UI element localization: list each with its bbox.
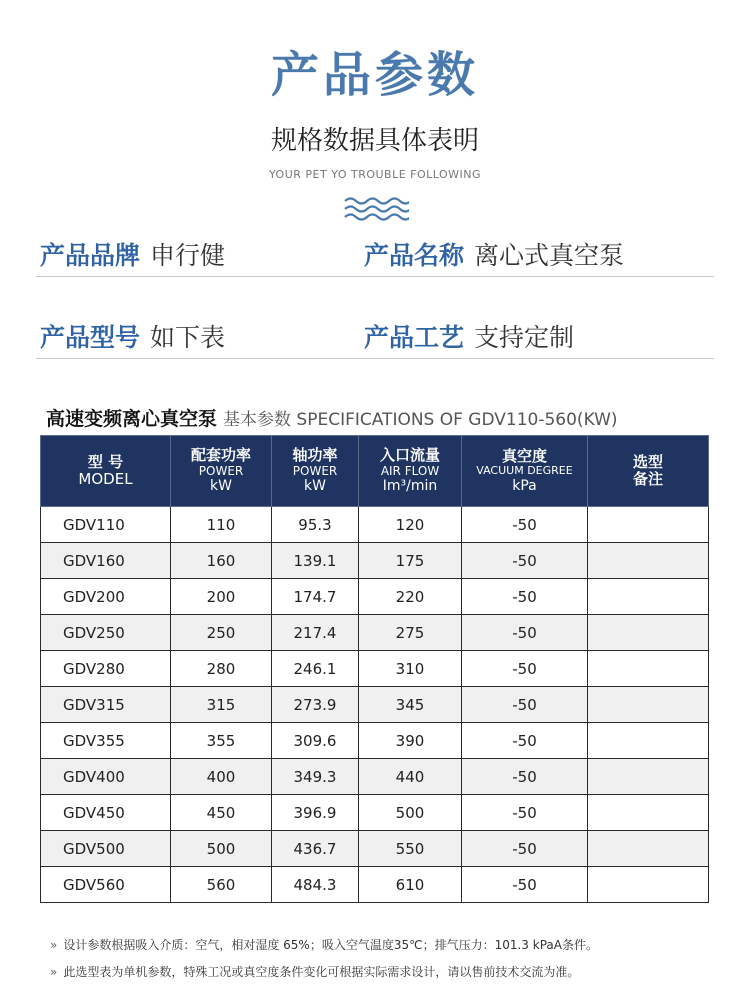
cell-shaft: 436.7 (272, 831, 359, 867)
cell-power: 500 (171, 831, 272, 867)
cell-flow: 220 (359, 579, 462, 615)
table-row (41, 831, 709, 867)
waves-icon (343, 196, 409, 222)
cell-shaft: 95.3 (272, 507, 359, 543)
cell-vacuum: -50 (462, 867, 588, 903)
cell-flow: 550 (359, 831, 462, 867)
info-row-brand-name (36, 236, 714, 277)
cell-flow: 390 (359, 723, 462, 759)
cell-model: GDV280 (41, 651, 171, 687)
header-air-flow: 入口流量 AIR FLOW Im³/min (359, 436, 462, 507)
page-title: 产品参数 (270, 47, 479, 103)
header-vacuum: 真空度 VACUUM DEGREE kPa (462, 436, 588, 507)
cell-shaft: 246.1 (272, 651, 359, 687)
cell-power: 400 (171, 759, 272, 795)
craft-info (364, 318, 574, 354)
craft-label: 产品工艺 (364, 323, 465, 352)
cell-power: 450 (171, 795, 272, 831)
cell-flow: 175 (359, 543, 462, 579)
cell-flow: 275 (359, 615, 462, 651)
spec-title-main: 高速变频离心真空泵 (46, 408, 218, 430)
note-line-1: » 设计参数根据吸入介质：空气，相对湿度 65%；吸入空气温度35℃；排气压力：101.3 kPaA条件。 (50, 938, 598, 952)
cell-model: GDV315 (41, 687, 171, 723)
cell-vacuum: -50 (462, 723, 588, 759)
cell-flow: 310 (359, 651, 462, 687)
model-label: 产品型号 (40, 323, 141, 352)
cell-note (588, 723, 709, 759)
cell-shaft: 217.4 (272, 615, 359, 651)
table-row (41, 687, 709, 723)
cell-note (588, 759, 709, 795)
table-row (41, 507, 709, 543)
table-row (41, 543, 709, 579)
cell-power: 110 (171, 507, 272, 543)
cell-shaft: 174.7 (272, 579, 359, 615)
cell-model: GDV355 (41, 723, 171, 759)
cell-model: GDV160 (41, 543, 171, 579)
cell-shaft: 484.3 (272, 867, 359, 903)
spec-table-title (46, 404, 716, 431)
cell-note (588, 867, 709, 903)
header-note: 选型 备注 (588, 436, 709, 507)
page-subtitle: 规格数据具体表明 (270, 126, 479, 156)
cell-vacuum: -50 (462, 831, 588, 867)
note-line-2: » 此选型表为单机参数，特殊工况或真空度条件变化可根据实际需求设计，请以售前技术交流为准。 (50, 965, 580, 979)
table-row (41, 579, 709, 615)
cell-flow: 610 (359, 867, 462, 903)
cell-note (588, 651, 709, 687)
notes (50, 936, 730, 990)
cell-model: GDV250 (41, 615, 171, 651)
cell-note (588, 579, 709, 615)
cell-power: 315 (171, 687, 272, 723)
cell-power: 200 (171, 579, 272, 615)
cell-note (588, 507, 709, 543)
name-label: 产品名称 (364, 241, 465, 270)
model-value: 如下表 (150, 323, 226, 352)
cell-note (588, 615, 709, 651)
table-row (41, 795, 709, 831)
cell-power: 560 (171, 867, 272, 903)
header-shaft-power: 轴功率 POWER kW (272, 436, 359, 507)
brand-label: 产品品牌 (40, 241, 141, 270)
english-tagline: YOUR PET YO TROUBLE FOLLOWING (268, 168, 482, 181)
cell-vacuum: -50 (462, 759, 588, 795)
cell-model: GDV400 (41, 759, 171, 795)
model-info (40, 318, 225, 354)
cell-vacuum: -50 (462, 651, 588, 687)
cell-vacuum: -50 (462, 687, 588, 723)
cell-flow: 500 (359, 795, 462, 831)
cell-vacuum: -50 (462, 615, 588, 651)
cell-shaft: 309.6 (272, 723, 359, 759)
table-row (41, 723, 709, 759)
table-row (41, 615, 709, 651)
cell-model: GDV450 (41, 795, 171, 831)
cell-shaft: 273.9 (272, 687, 359, 723)
spec-table (40, 435, 709, 903)
cell-power: 250 (171, 615, 272, 651)
spec-title-sub: 基本参数 SPECIFICATIONS OF GDV110-560(KW) (223, 410, 618, 430)
cell-note (588, 831, 709, 867)
cell-model: GDV200 (41, 579, 171, 615)
cell-model: GDV500 (41, 831, 171, 867)
cell-shaft: 139.1 (272, 543, 359, 579)
cell-vacuum: -50 (462, 795, 588, 831)
header-model: 型 号 MODEL (41, 436, 171, 507)
brand-value: 申行健 (150, 241, 226, 270)
cell-note (588, 795, 709, 831)
info-row-model-craft (36, 318, 714, 359)
cell-power: 280 (171, 651, 272, 687)
cell-model: GDV560 (41, 867, 171, 903)
name-info (364, 236, 624, 272)
cell-flow: 440 (359, 759, 462, 795)
cell-shaft: 349.3 (272, 759, 359, 795)
header-power: 配套功率 POWER kW (171, 436, 272, 507)
table-row (41, 759, 709, 795)
cell-flow: 345 (359, 687, 462, 723)
cell-note (588, 687, 709, 723)
craft-value: 支持定制 (474, 323, 575, 352)
table-header-row (41, 436, 709, 507)
cell-shaft: 396.9 (272, 795, 359, 831)
cell-vacuum: -50 (462, 579, 588, 615)
cell-model: GDV110 (41, 507, 171, 543)
cell-vacuum: -50 (462, 543, 588, 579)
cell-vacuum: -50 (462, 507, 588, 543)
cell-power: 355 (171, 723, 272, 759)
cell-note (588, 543, 709, 579)
cell-flow: 120 (359, 507, 462, 543)
table-row (41, 867, 709, 903)
brand-info (40, 236, 225, 272)
cell-power: 160 (171, 543, 272, 579)
name-value: 离心式真空泵 (474, 241, 625, 270)
table-row (41, 651, 709, 687)
